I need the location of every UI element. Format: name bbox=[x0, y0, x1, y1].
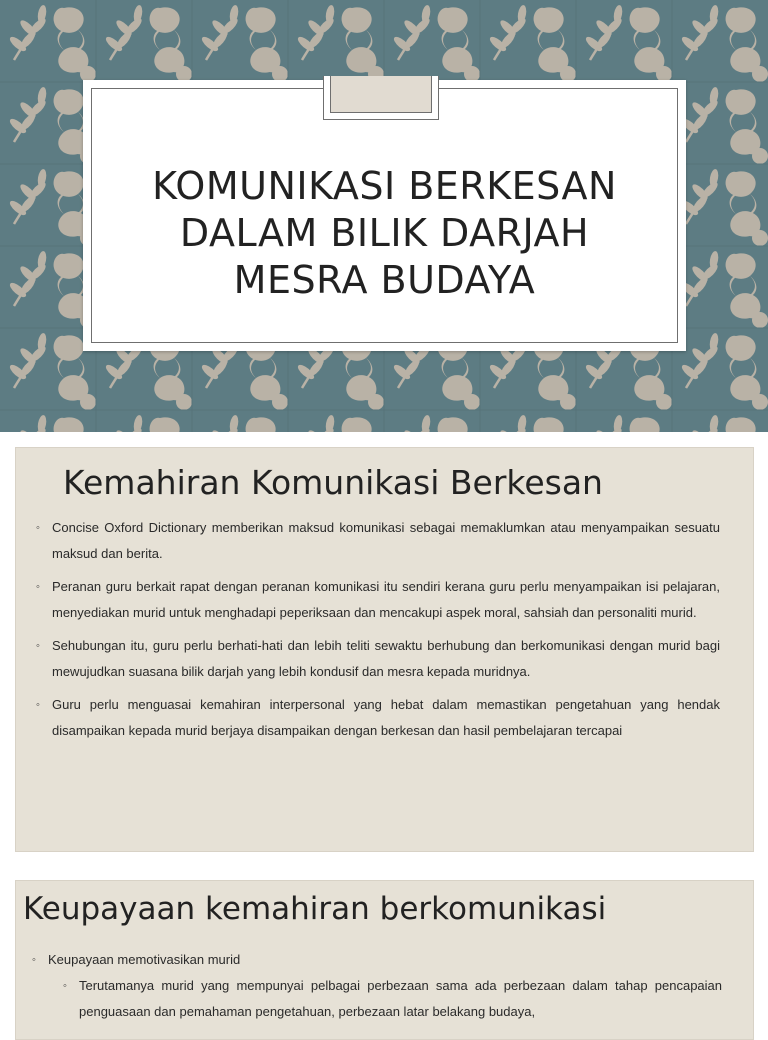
content-slide-kemahiran bbox=[15, 447, 754, 852]
title-card-tab bbox=[323, 76, 439, 120]
title-card bbox=[83, 80, 686, 351]
slide-title bbox=[103, 163, 666, 304]
title-slide bbox=[0, 0, 768, 432]
bullet-icon: ◦ bbox=[36, 581, 40, 593]
bullet-text: Sehubungan itu, guru perlu berhati-hati dan lebih teliti sewaktu berhubung dan berkomunikasi dengan murid bagi mewujudkan suasana bilik darjah yang lebih kondusif dan mesra kepada muridnya. bbox=[52, 638, 720, 679]
slide-title-line: DALAM BILIK DARJAH bbox=[179, 211, 590, 256]
sub-bullet-text: Terutamanya murid yang mempunyai pelbagai perbezaan sama ada perbezaan dalam tahap pencapaian penguasaan dan pemahaman pengetahuan, perbezaan latar belakang budaya, bbox=[79, 978, 722, 1019]
sub-bullet-list bbox=[48, 973, 722, 1025]
sub-bullet-item bbox=[48, 973, 722, 1025]
bullet-text: Peranan guru berkait rapat dengan peranan komunikasi itu sendiri kerana guru perlu menyampaikan isi pelajaran, menyediakan murid untuk menghadapi peperiksaan dan mencakupi aspek moral, sahsiah dan personaliti murid. bbox=[52, 579, 720, 620]
bullet-list bbox=[36, 515, 720, 751]
slide-heading: Keupayaan kemahiran berkomunikasi bbox=[23, 891, 607, 927]
bullet-icon: ◦ bbox=[63, 980, 67, 992]
bullet-item bbox=[36, 515, 720, 567]
bullet-list bbox=[32, 947, 722, 1032]
content-slide-keupayaan bbox=[15, 880, 754, 1040]
slide-title-line: KOMUNIKASI BERKESAN bbox=[152, 164, 617, 209]
bullet-item bbox=[32, 947, 722, 1025]
bullet-icon: ◦ bbox=[36, 522, 40, 534]
bullet-icon: ◦ bbox=[36, 699, 40, 711]
bullet-item bbox=[36, 633, 720, 685]
bullet-item bbox=[36, 692, 720, 744]
bullet-icon: ◦ bbox=[36, 640, 40, 652]
bullet-icon: ◦ bbox=[32, 954, 36, 966]
slide-title-line: MESRA BUDAYA bbox=[233, 258, 536, 303]
bullet-text: Keupayaan memotivasikan murid bbox=[48, 952, 241, 967]
bullet-text: Guru perlu menguasai kemahiran interpersonal yang hebat dalam memastikan pengetahuan yang hendak disampaikan kepada murid berjaya disampaikan dengan berkesan dan hasil pembelajaran tercapai bbox=[52, 697, 720, 738]
bullet-item bbox=[36, 574, 720, 626]
slide-heading: Kemahiran Komunikasi Berkesan bbox=[63, 463, 603, 502]
bullet-text: Concise Oxford Dictionary memberikan maksud komunikasi sebagai memaklumkan atau menyampaikan sesuatu maksud dan berita. bbox=[52, 520, 720, 561]
